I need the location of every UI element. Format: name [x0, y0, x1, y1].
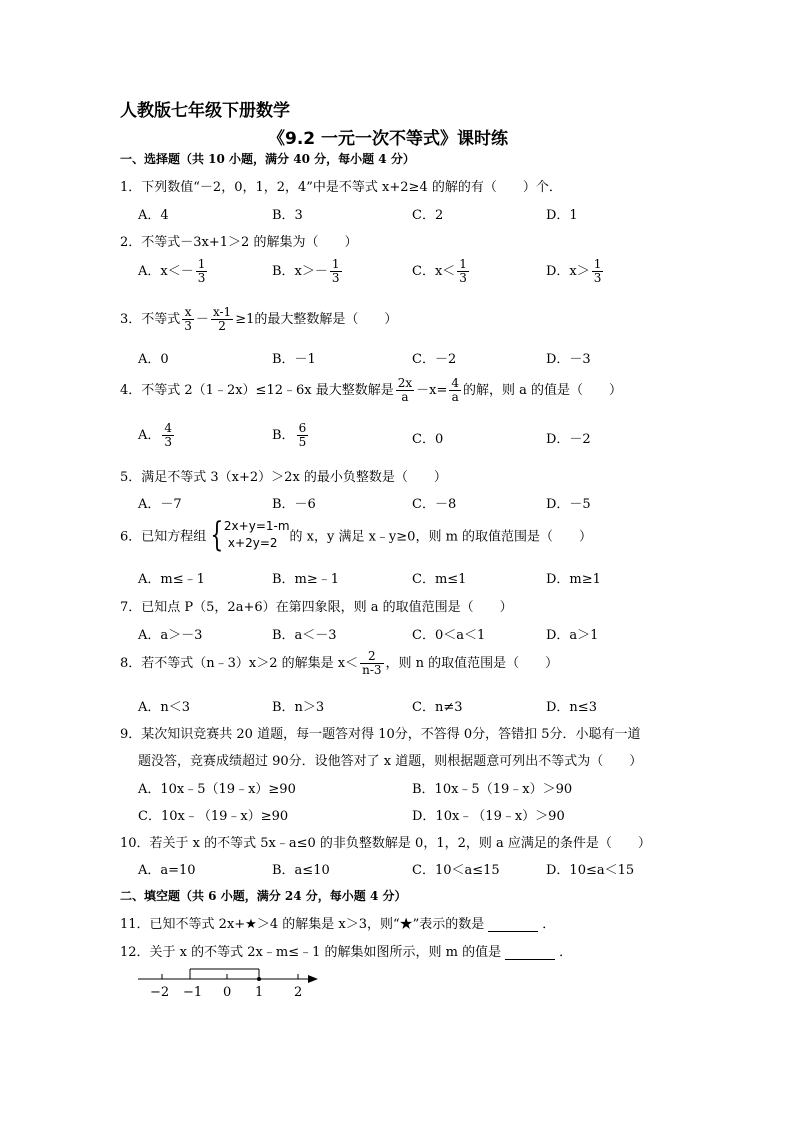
tick-label: −1 — [183, 985, 203, 1000]
q1-option-b: B．3 — [272, 208, 303, 223]
q6-option-a: A．m≤﹣1 — [138, 572, 205, 587]
answer-blank[interactable] — [505, 947, 555, 960]
fraction: $\frac{1}{3}$ — [331, 257, 340, 286]
tick-label: −2 — [150, 985, 170, 1000]
fraction: $\frac{6}{5}$ — [298, 421, 307, 450]
q8-option-d: D．n≤3 — [546, 700, 597, 715]
question-6: 6．已知方程组 { 2x+y=1-m x+2y=2 的 x，y 满足 x﹣y≥0，则 m 的取值范围是（ ） — [120, 515, 593, 555]
question-5: 5．满足不等式 3（x+2）＞2x 的最小负整数是（ ） — [120, 470, 447, 485]
left-brace: { — [210, 515, 224, 555]
tick-label: 0 — [223, 985, 232, 1000]
q3-option-a: A．0 — [138, 352, 169, 367]
q2-option-b — [272, 258, 344, 285]
equation-system: 2x+y=1-m x+2y=2 — [223, 519, 290, 550]
section-heading-choice: 一、选择题（共 10 小题，满分 40 分，每小题 4 分） — [120, 152, 415, 166]
doc-subtitle: 人教版七年级下册数学 — [120, 101, 290, 121]
fraction: $\frac{x-1}{2}$ — [212, 305, 232, 334]
q5-option-b: B．－6 — [272, 497, 316, 512]
q5-option-d: D．－5 — [546, 497, 591, 512]
q6-option-d: D．m≥1 — [546, 572, 601, 587]
q7-option-a: A．a＞－3 — [138, 628, 203, 643]
q4-option-a: A． $\frac{4}{3}$ — [138, 421, 173, 450]
question-2: 2．不等式－3x+1＞2 的解集为（ ） — [120, 235, 358, 250]
q9-option-a: A．10x﹣5（19﹣x）≥90 — [138, 782, 296, 797]
question-10: 10．若关于 x 的不等式 5x﹣a≤0 的非负整数解是 0，1，2，则 a 应满足的条件是（ ） — [120, 836, 651, 851]
q8-option-a: A．n＜3 — [138, 700, 191, 715]
q1-option-c: C．2 — [412, 208, 444, 223]
section-heading-fill: 二、填空题（共 6 小题，满分 24 分，每小题 4 分） — [120, 889, 407, 903]
answer-blank[interactable] — [488, 919, 538, 932]
q2-option-c — [412, 258, 471, 285]
q6-option-b: B．m≥﹣1 — [272, 572, 340, 587]
q2-option-b-label: B．x＞－ — [272, 264, 328, 280]
q4-option-b: B． $\frac{6}{5}$ — [272, 421, 307, 450]
q1-option-a: A．4 — [138, 208, 169, 223]
q6-option-c: C．m≤1 — [412, 572, 467, 587]
q2-option-a — [138, 258, 209, 285]
question-1: 1．下列数值“－2，0，1，2，4”中是不等式 x+2≥4 的解的有（ ）个． — [120, 180, 562, 195]
question-9-line1: 9．某次知识竞赛共 20 道题，每一题答对得 10分，不答得 0分，答错扣 5分．小聪有一道 — [120, 727, 641, 742]
q10-option-c: C．10＜a≤15 — [412, 863, 500, 878]
q8-option-b: B．n＞3 — [272, 700, 325, 715]
q9-option-b: B．10x﹣5（19﹣x）＞90 — [412, 782, 573, 797]
fraction: $\frac{x}{3}$ — [184, 305, 192, 334]
question-8: 8．若不等式（n﹣3）x＞2 的解集是 x＜ $\frac{2}{n-3}$ ，则 n 的取值范围是（ ） — [120, 649, 559, 678]
q2-option-c-label: C．x＜ — [412, 264, 456, 280]
fraction: $\frac{4}{3}$ — [164, 421, 173, 450]
doc-title: 《9.2 一元一次不等式》课时练 — [268, 129, 509, 149]
question-9-line2: 题没答，竞赛成绩超过 90分．设他答对了 x 道题，则根据题意可列出不等式为（ ） — [138, 754, 643, 769]
question-11: 11．已知不等式 2x+★＞4 的解集是 x＞3，则“★”表示的数是 ． — [120, 917, 556, 932]
tick-label: 2 — [294, 985, 303, 1000]
q3-option-b: B．－1 — [272, 352, 316, 367]
q2-option-d-label: D．x＞ — [546, 264, 590, 280]
q5-option-a: A．－7 — [138, 497, 182, 512]
q7-option-d: D．a＞1 — [546, 628, 599, 643]
q5-option-c: C．－8 — [412, 497, 457, 512]
fraction: $\frac{2}{n-3}$ — [362, 649, 382, 678]
q9-option-c: C．10x﹣（19﹣x）≥90 — [138, 809, 289, 824]
q8-option-c: C．n≠3 — [412, 700, 463, 715]
q9-option-d: D．10x﹣（19﹣x）＞90 — [412, 809, 565, 824]
tick-label: 1 — [255, 985, 264, 1000]
q7-option-b: B．a＜－3 — [272, 628, 337, 643]
fraction: $\frac{1}{3}$ — [459, 257, 467, 286]
q2-option-a-label: A．x＜－ — [138, 264, 194, 280]
q3-option-d: D．－3 — [546, 352, 591, 367]
fraction: $\frac{2x}{a}$ — [397, 376, 413, 405]
fraction: $\frac{4}{a}$ — [451, 376, 459, 405]
fraction: $\frac{1}{3}$ — [197, 257, 206, 286]
fraction: $\frac{1}{3}$ — [593, 257, 602, 286]
q1-option-d: D．1 — [546, 208, 578, 223]
question-7: 7．已知点 P（5，2a+6）在第四象限，则 a 的取值范围是（ ） — [120, 600, 513, 615]
q3-option-c: C．－2 — [412, 352, 457, 367]
arrow-head-icon — [308, 975, 318, 983]
q10-option-a: A．a=10 — [138, 863, 196, 878]
q4-option-d: D．－2 — [546, 432, 591, 447]
q10-option-b: B．a≤10 — [272, 863, 330, 878]
q7-option-c: C．0＜a＜1 — [412, 628, 486, 643]
question-12: 12．关于 x 的不等式 2x﹣m≤﹣1 的解集如图所示，则 m 的值是 ． — [120, 945, 573, 960]
number-line-figure — [130, 966, 330, 1000]
q2-option-d — [546, 258, 605, 285]
q4-option-c: C．0 — [412, 432, 444, 447]
question-3: 3．不等式 $\frac{x}{3}$ － $\frac{x-1}{2}$ ≥1的最大整数解是（ ） — [120, 305, 398, 334]
solid-dot — [257, 977, 261, 981]
question-4: 4．不等式 2（1﹣2x）≤12﹣6x 最大整数解是 $\frac{2x}{a}$ －x= $\frac{4}{a}$ 的解，则 a 的值是（ ） — [120, 376, 623, 405]
q10-option-d: D．10≤a＜15 — [546, 863, 635, 878]
